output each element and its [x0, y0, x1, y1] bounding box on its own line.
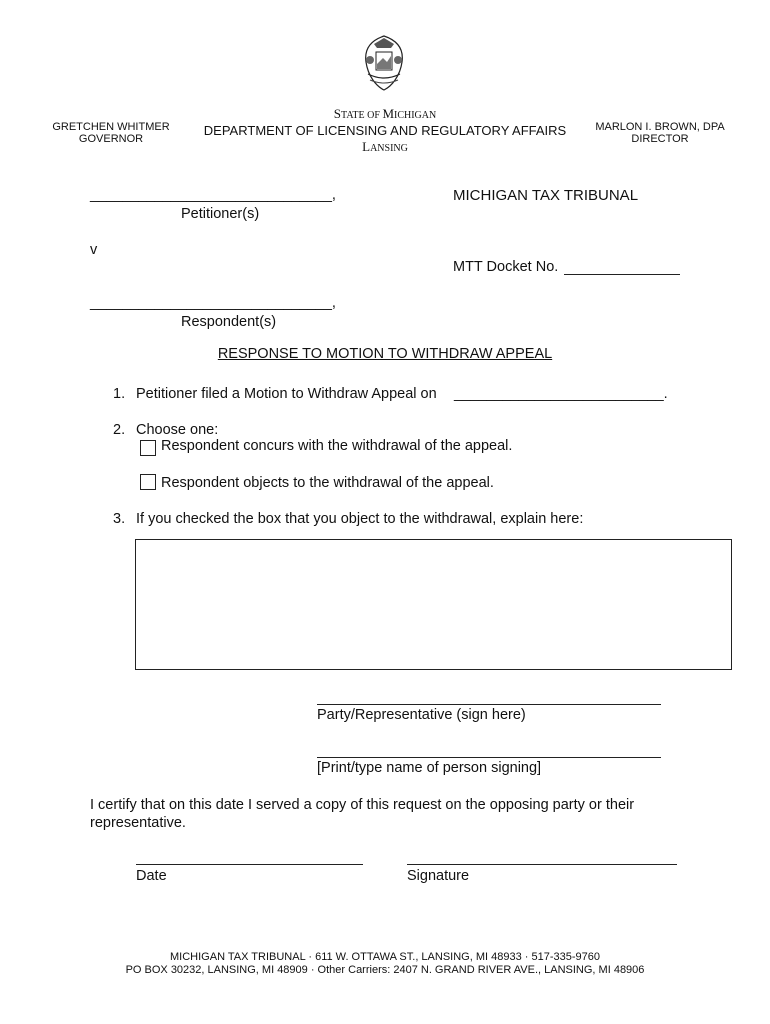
print-name-label: [Print/type name of person signing]: [317, 760, 542, 776]
respondent-name-blank[interactable]: ______________________________,: [90, 295, 336, 311]
petitioner-name-blank[interactable]: ______________________________,: [90, 187, 336, 203]
certification-text: I certify that on this date I served a copy of this request on the opposing party or their representative.: [90, 797, 635, 831]
item3-number: 3.: [113, 511, 126, 527]
item1-text: Petitioner filed a Motion to Withdraw Appeal on: [136, 386, 437, 402]
governor-name: GRETCHEN WHITMER: [52, 121, 170, 133]
concur-checkbox[interactable]: [140, 440, 156, 456]
director-name: MARLON I. BROWN, DPA: [595, 121, 725, 133]
print-name-line[interactable]: [317, 741, 661, 758]
footer-line-2: PO BOX 30232, LANSING, MI 48909 · Other Carriers: 2407 N. GRAND RIVER AVE., LANSING, MI 48906: [125, 964, 645, 976]
agency-block: [200, 107, 570, 157]
concur-option-label: Respondent concurs with the withdrawal of the appeal.: [161, 438, 513, 454]
city-name: LANSING: [362, 139, 408, 154]
explanation-textbox[interactable]: [135, 539, 732, 670]
signature-label: Signature: [407, 868, 470, 884]
item2-text: Choose one:: [136, 422, 219, 438]
governor-block: [50, 121, 172, 145]
party-signature-label: Party/Representative (sign here): [317, 707, 526, 723]
director-title: DIRECTOR: [631, 133, 689, 145]
state-name: STATE OF MICHIGAN: [333, 106, 437, 121]
docket-number-field[interactable]: [564, 258, 680, 275]
object-option-label: Respondent objects to the withdrawal of the appeal.: [161, 475, 494, 491]
date-line[interactable]: [136, 848, 363, 865]
date-label: Date: [136, 868, 167, 884]
respondent-label: Respondent(s): [181, 314, 277, 330]
item2-number: 2.: [113, 422, 126, 438]
director-block: [588, 121, 732, 145]
party-signature-line[interactable]: [317, 688, 661, 705]
department-name: DEPARTMENT OF LICENSING AND REGULATORY AFFAIRS: [203, 123, 567, 138]
governor-title: GOVERNOR: [78, 133, 144, 145]
withdraw-date-field[interactable]: __________________________.: [454, 386, 668, 402]
state-seal-logo: [358, 34, 410, 92]
signature-line[interactable]: [407, 848, 677, 865]
form-title: RESPONSE TO MOTION TO WITHDRAW APPEAL: [217, 346, 553, 362]
petitioner-label: Petitioner(s): [181, 206, 260, 222]
versus-label: v: [90, 242, 98, 258]
docket-label: MTT Docket No.: [453, 259, 559, 275]
item1-number: 1.: [113, 386, 126, 402]
tribunal-name: MICHIGAN TAX TRIBUNAL: [453, 187, 639, 204]
footer-address: [0, 951, 770, 977]
object-checkbox[interactable]: [140, 474, 156, 490]
item3-text: If you checked the box that you object to the withdrawal, explain here:: [136, 511, 584, 527]
footer-line-1: MICHIGAN TAX TRIBUNAL · 611 W. OTTAWA ST., LANSING, MI 48933 · 517-335-9760: [170, 951, 600, 963]
